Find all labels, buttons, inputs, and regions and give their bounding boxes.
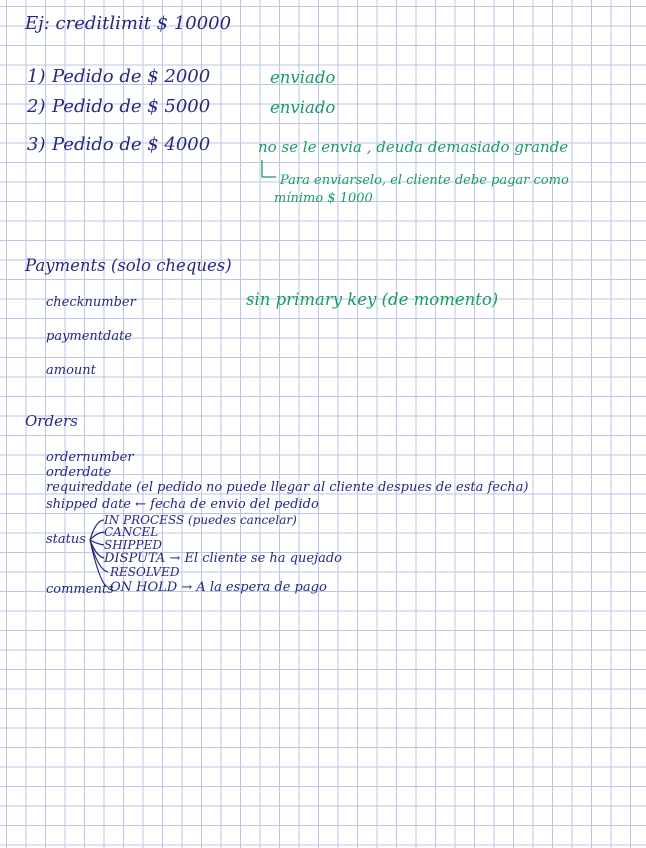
- example-heading: Ej: creditlimit $ 10000: [25, 13, 232, 34]
- status-value: DISPUTA → El cliente se ha quejado: [104, 551, 343, 566]
- status-value: CANCEL: [104, 525, 159, 539]
- order-2-text: Pedido de $ 5000: [52, 96, 211, 117]
- orders-field-shippeddate: shipped date ← fecha de envio del pedido: [46, 497, 319, 512]
- payments-title: Payments (solo cheques): [25, 256, 232, 275]
- orders-field-comments: comments: [46, 582, 114, 597]
- order-1-text: Pedido de $ 2000: [52, 66, 211, 87]
- order-2-number: 2): [27, 96, 46, 117]
- orders-field-requireddate: requireddate (el pedido no puede llegar al cliente despues de esta fecha): [46, 480, 529, 495]
- order-3-number: 3): [27, 134, 46, 155]
- order-1-result: enviado: [270, 68, 336, 87]
- note-hook-arrow: [262, 160, 276, 177]
- payments-field: checknumber: [46, 295, 136, 310]
- note-line-2: mínimo $ 1000: [274, 191, 373, 206]
- order-2-result: enviado: [270, 98, 336, 117]
- status-value: SHIPPED: [104, 538, 162, 552]
- status-value: ON HOLD → A la espera de pago: [110, 580, 327, 595]
- order-3-text: Pedido de $ 4000: [52, 134, 211, 155]
- note-line-1: Para enviarselo, el cliente debe pagar como: [280, 173, 569, 188]
- orders-title: Orders: [25, 412, 78, 430]
- orders-field-orderdate: orderdate: [46, 465, 112, 480]
- status-value: IN PROCESS (puedes cancelar): [104, 513, 297, 527]
- payments-field: paymentdate: [46, 329, 133, 344]
- payments-field: amount: [46, 363, 96, 378]
- order-3-result: no se le envia , deuda demasiado grande: [258, 138, 569, 156]
- orders-field-ordernumber: ordernumber: [46, 450, 134, 465]
- payments-note: sin primary key (de momento): [246, 290, 499, 309]
- orders-field-status: status: [46, 532, 86, 547]
- status-arrow: [90, 540, 108, 572]
- status-value: RESOLVED: [110, 565, 180, 579]
- order-1-number: 1): [27, 66, 46, 87]
